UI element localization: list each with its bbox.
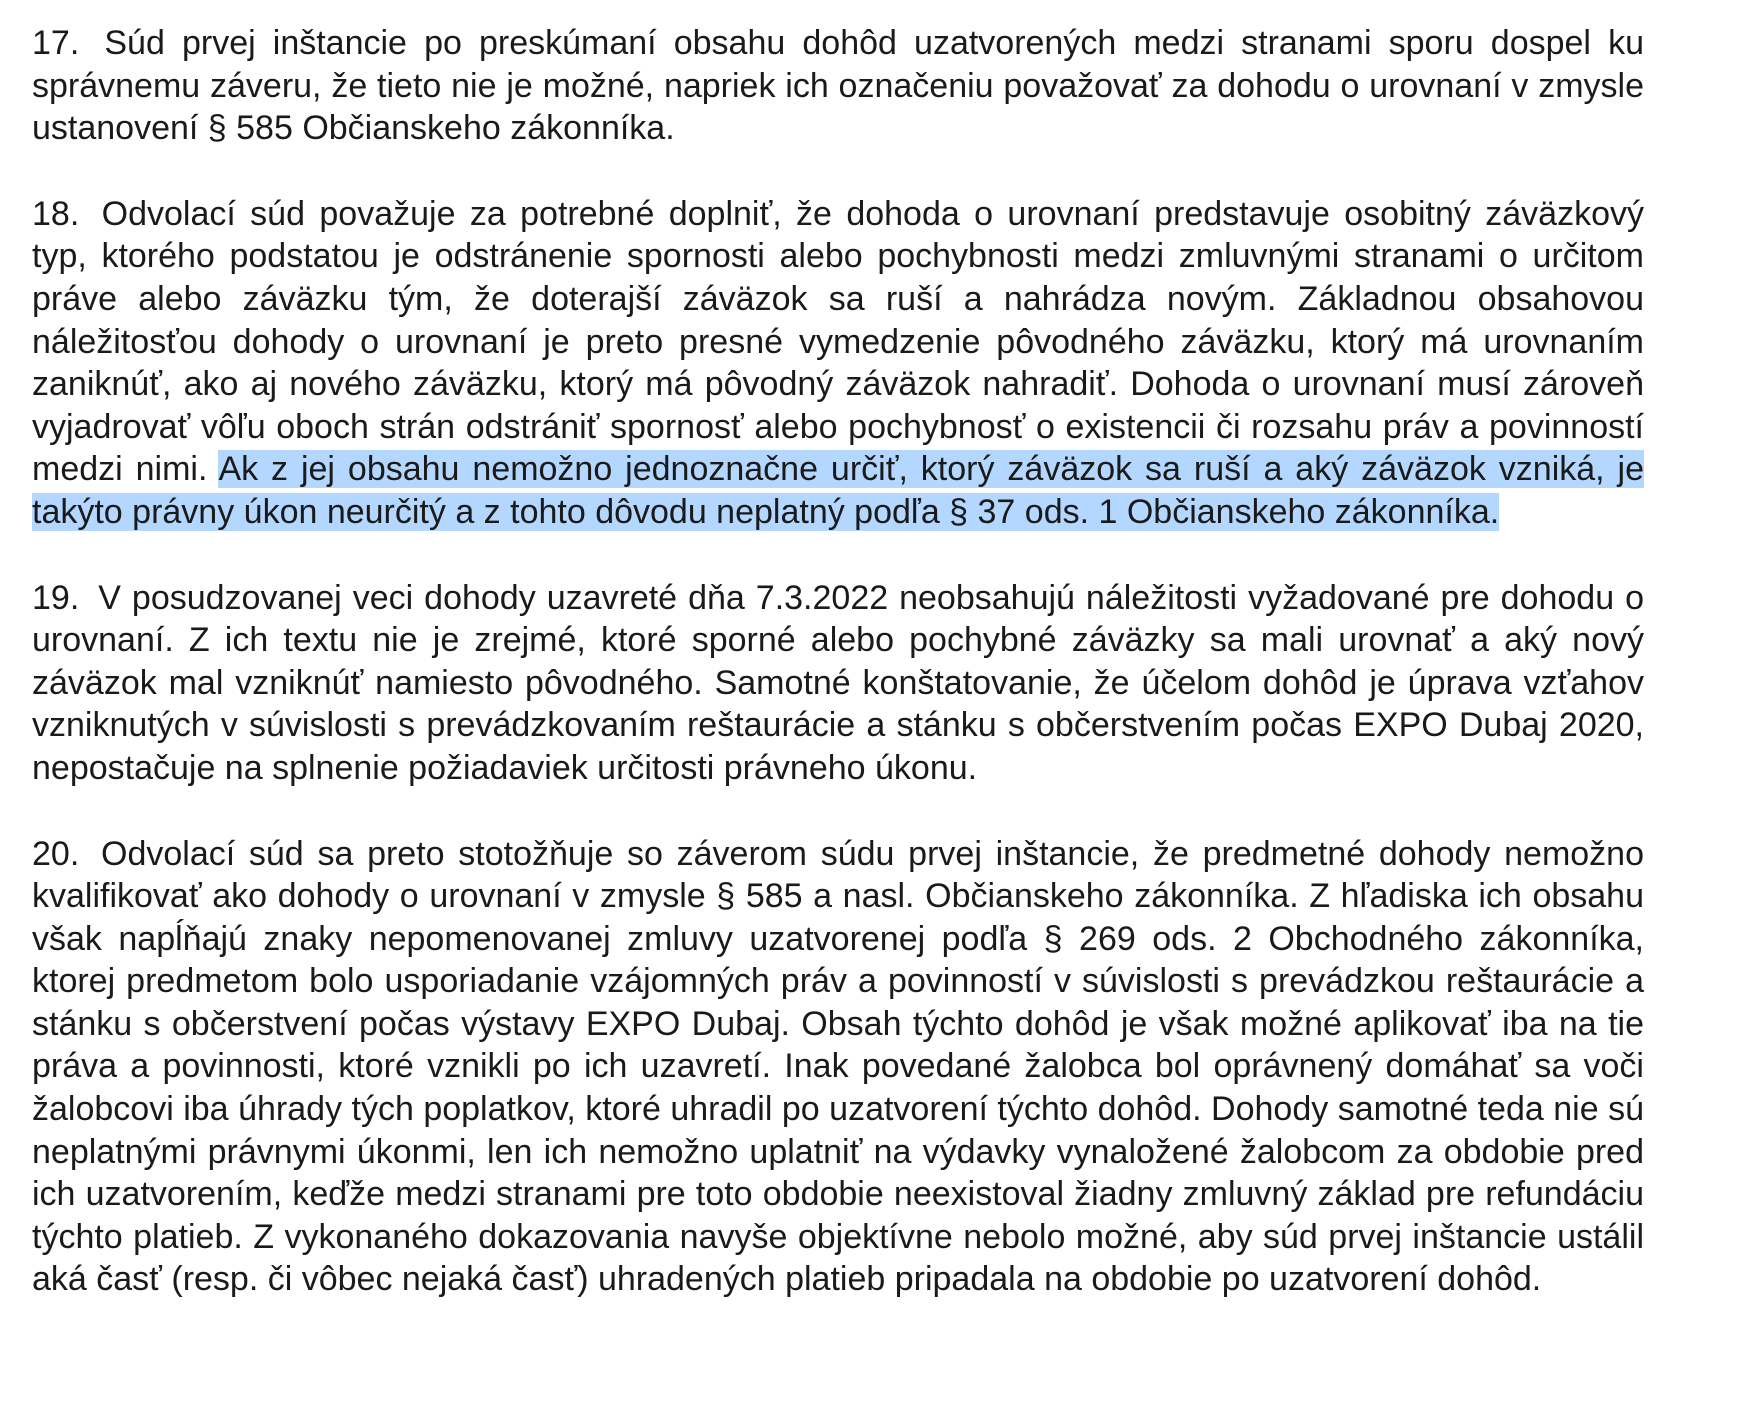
paragraph-number: 18. [32, 194, 80, 233]
paragraph-number: 20. [32, 834, 80, 873]
paragraph-19[interactable] [32, 577, 1644, 790]
paragraph-text[interactable]: Odvolací súd považuje za potrebné doplniť, že dohoda o urovnaní predstavuje osobitný záväzkový typ, ktorého podstatou je odstránenie spornosti alebo pochybnosti medzi zmluvnými stranami o určitom práve alebo záväzku tým, že doterajší záväzok sa ruší a nahrádza novým. Základnou obsahovou náležitosťou dohody o urovnaní je preto presné vymedzenie pôvodného záväzku, ktorý má urovnaním zaniknúť, ako aj nového záväzku, ktorý má pôvodný záväzok nahradiť. Dohoda o urovnaní musí zároveň vyjadrovať vôľu oboch strán odstrániť spornosť alebo pochybnosť o existencii či rozsahu práv a povinností medzi nimi. [32, 194, 1644, 489]
paragraph-text[interactable]: V posudzovanej veci dohody uzavreté dňa 7.3.2022 neobsahujú náležitosti vyžadované pre dohodu o urovnaní. Z ich textu nie je zrejmé, ktoré sporné alebo pochybné záväzky sa mali urovnať a aký nový záväzok mal vzniknúť namiesto pôvodného. Samotné konštatovanie, že účelom dohôd je úprava vzťahov vzniknutých v súvislosti s prevádzkovaním reštaurácie a stánku s občerstvením počas EXPO Dubaj 2020, nepostačuje na splnenie požiadaviek určitosti právneho úkonu. [32, 578, 1644, 787]
paragraph-17[interactable] [32, 22, 1644, 150]
selected-text-highlight[interactable]: Ak z jej obsahu nemožno jednoznačne určiť, ktorý záväzok sa ruší a aký záväzok vzniká, je takýto právny úkon neurčitý a z tohto dôvodu neplatný podľa § 37 ods. 1 Občianskeho zákonníka. [32, 450, 1644, 531]
paragraph-number: 17. [32, 24, 80, 62]
paragraph-text[interactable]: Odvolací súd sa preto stotožňuje so záverom súdu prvej inštancie, že predmetné dohody nemožno kvalifikovať ako dohody o urovnaní v zmysle § 585 a nasl. Občianskeho zákonníka. Z hľadiska ich obsahu však napĺňajú znaky nepomenovanej zmluvy uzatvorenej podľa § 269 ods. 2 Obchodného zákonníka, ktorej predmetom bolo usporiadanie vzájomných práv a povinností v súvislosti s prevádzkou reštaurácie a stánku s občerstvení počas výstavy EXPO Dubaj. Obsah týchto dohôd je však možné aplikovať iba na tie práva a povinnosti, ktoré vznikli po ich uzavretí. Inak povedané žalobca bol oprávnený domáhať sa voči žalobcovi iba úhrady tých poplatkov, ktoré uhradil po uzatvorení týchto dohôd. Dohody samotné teda nie sú neplatnými právnymi úkonmi, len ich nemožno uplatniť na výdavky vynaložené žalobcom za obdobie pred ich uzatvorením, keďže medzi stranami pre toto obdobie neexistoval žiadny zmluvný základ pre refundáciu týchto platieb. Z vykonaného dokazovania navyše objektívne nebolo možné, aby súd prvej inštancie ustálil aká časť (resp. či vôbec nejaká časť) uhradených platieb pripadala na obdobie po uzatvorení dohôd. [32, 834, 1644, 1299]
paragraph-18[interactable] [32, 193, 1644, 534]
paragraph-number: 19. [32, 578, 80, 617]
paragraph-text[interactable]: Súd prvej inštancie po preskúmaní obsahu dohôd uzatvorených medzi stranami sporu dospel ku správnemu záveru, že tieto nie je možné, napriek ich označeniu považovať za dohodu o urovnaní v zmysle ustanovení § 585 Občianskeho zákonníka. [32, 24, 1644, 148]
paragraph-20[interactable] [32, 833, 1644, 1302]
document-page [32, 22, 1644, 1344]
